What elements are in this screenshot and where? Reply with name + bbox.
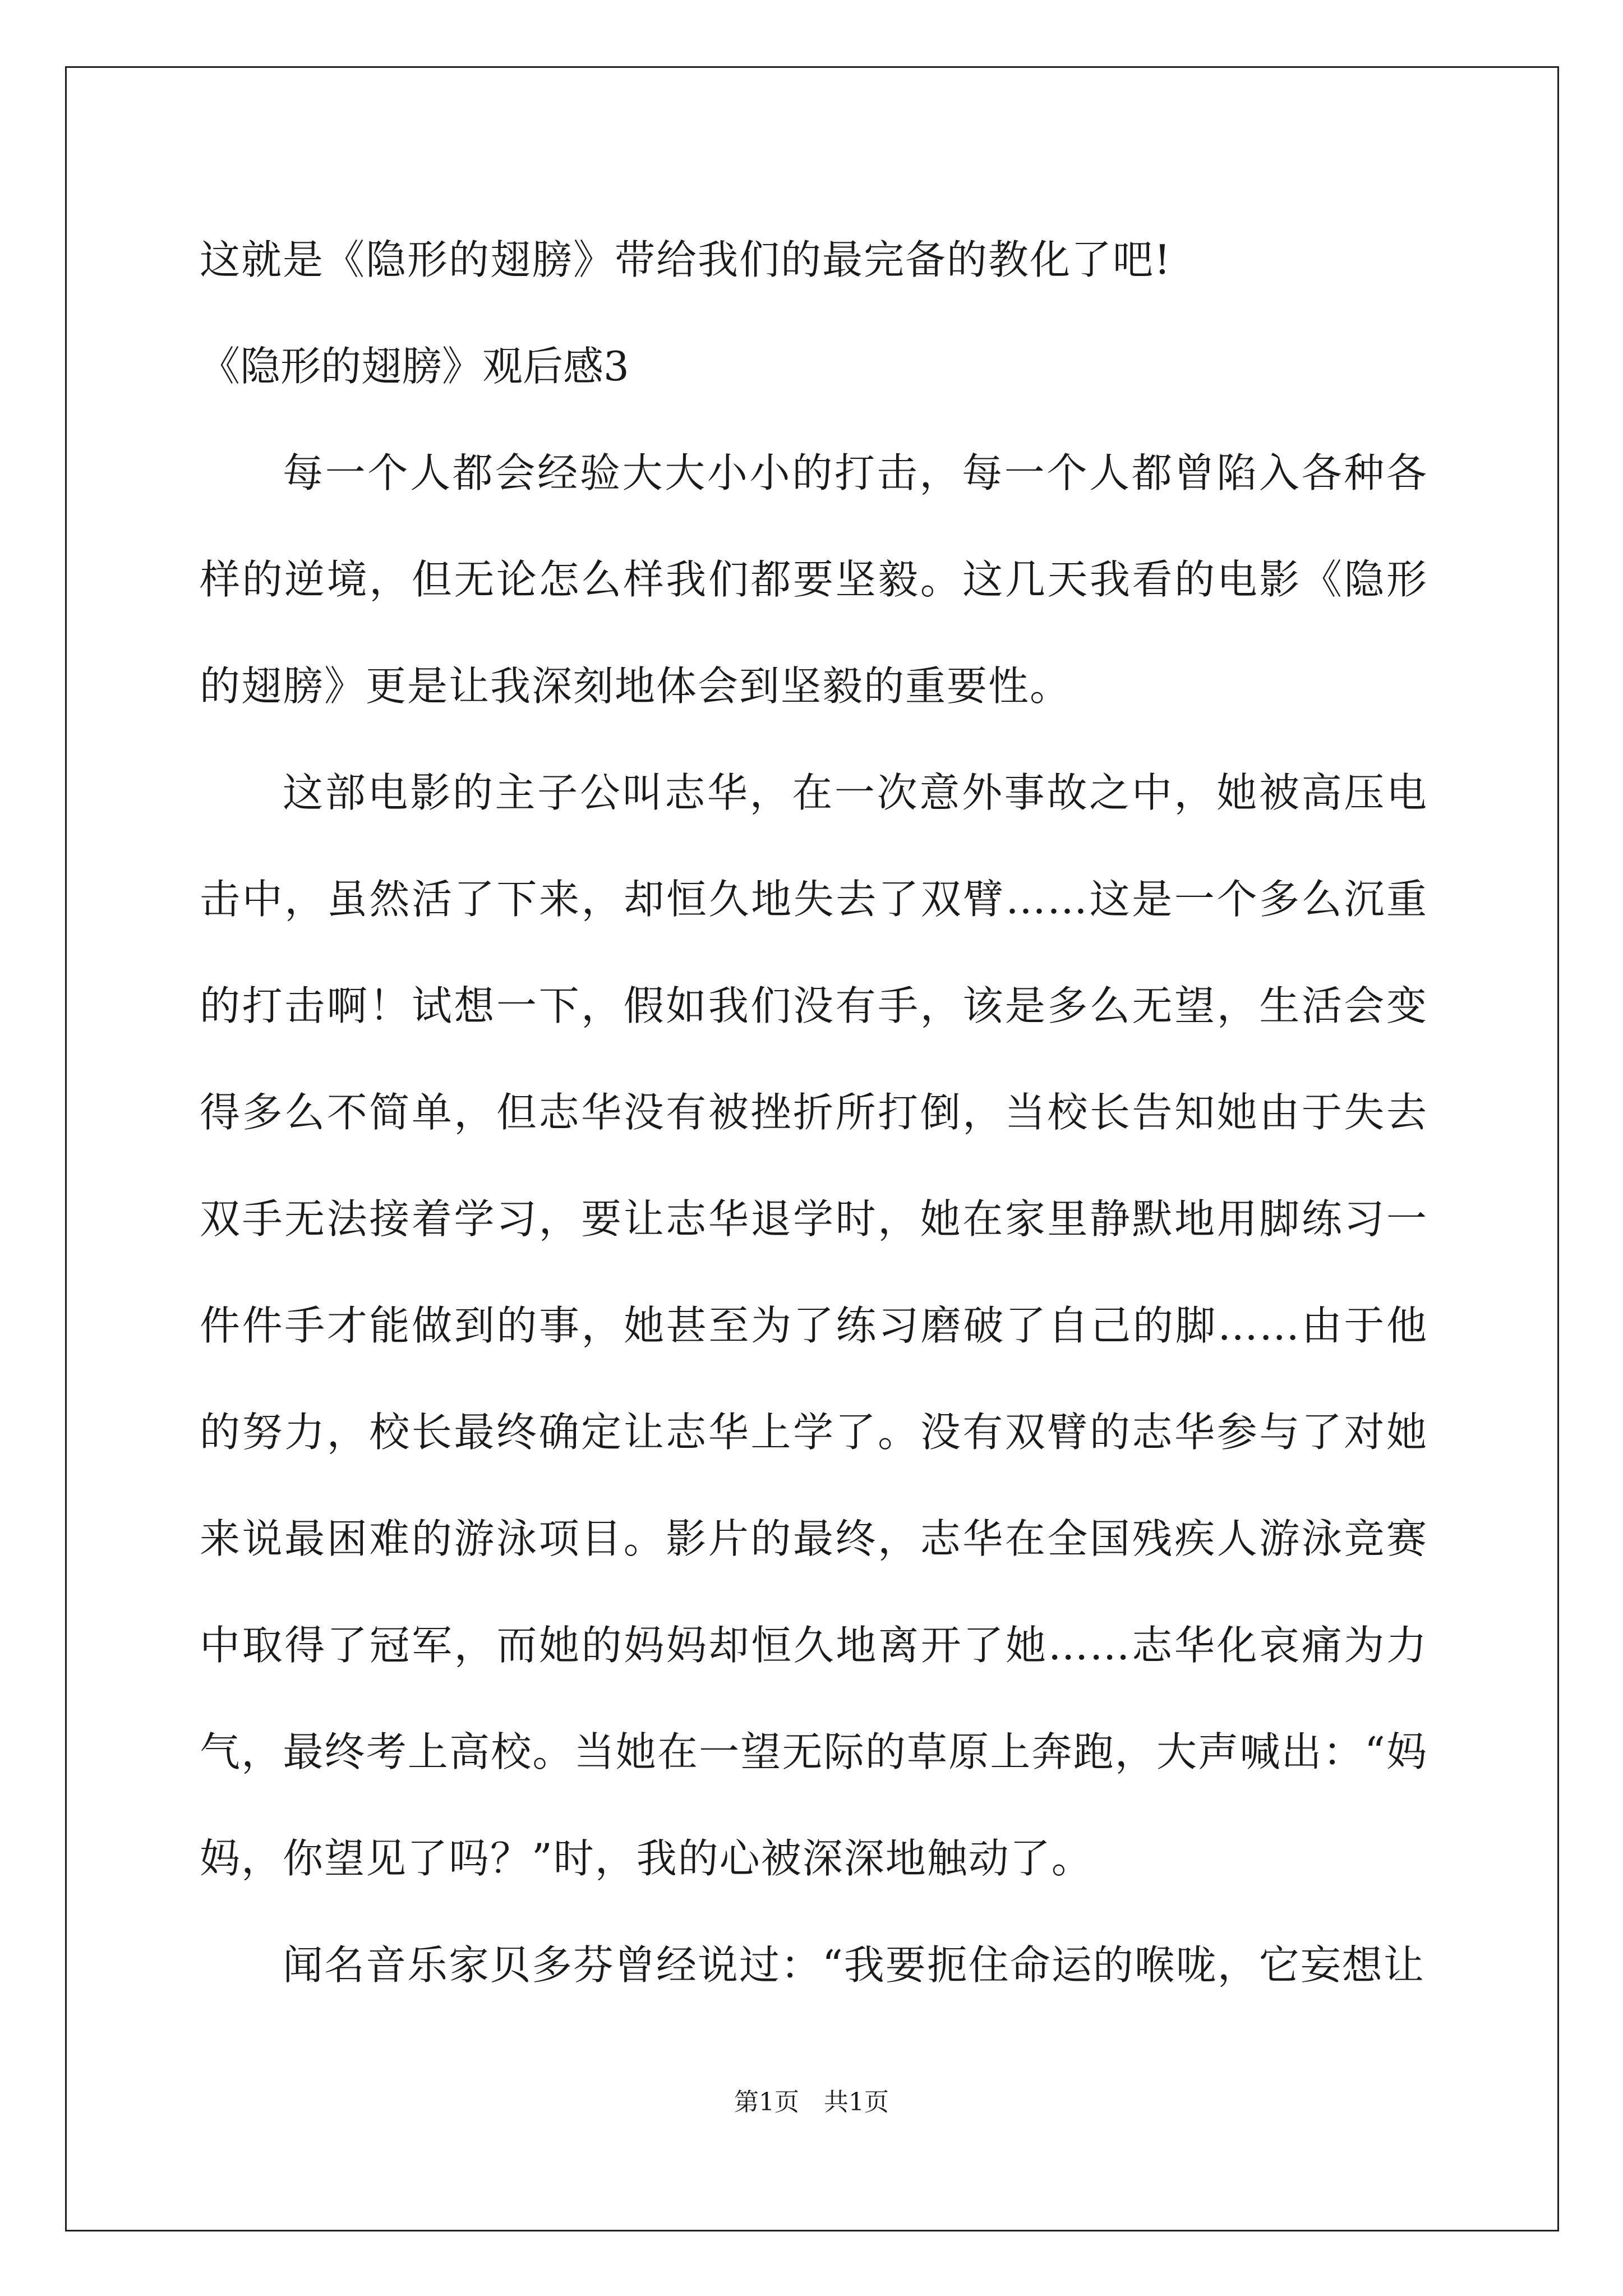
essay-title: 《隐形的翅膀》观后感3 [200, 343, 629, 390]
document-body [200, 206, 1428, 2018]
page-footer: 第1页 共1页 [734, 2088, 889, 2116]
paragraph-3: 闻名音乐家贝多芬曾经说过：“我要扼住命运的喉咙，它妄想让 [283, 1941, 1425, 1989]
paragraph-1: 每一个人都会经验大大小小的打击，每一个人都曾陷入各种各样的逆境，但无论怎么样我们都要坚毅。这几天我看的电影《隐形的翅膀》更是让我深刻地体会到坚毅的重要性。 [200, 449, 1428, 710]
paragraph-2: 这部电影的主子公叫志华，在一次意外事故之中，她被高压电击中，虽然活了下来，却恒久地失去了双臂……这是一个多么沉重的打击啊！试想一下，假如我们没有手，该是多么无望，生活会变得多么不简单，但志华没有被挫折所打倒，当校长告知她由于失去双手无法接着学习，要让志华退学时，她在家里静默地用脚练习一件件手才能做到的事，她甚至为了练习磨破了自己的脚……由于他的努力，校长最终确定让志华上学了。没有双臂的志华参与了对她来说最困难的游泳项目。影片的最终，志华在全国残疾人游泳竞赛中取得了冠军，而她的妈妈却恒久地离开了她……志华化哀痛为力气，最终考上高校。当她在一望无际的草原上奔跑，大声喊出：“妈妈，你望见了吗？”时，我的心被深深地触动了。 [200, 769, 1428, 1882]
intro-line: 这就是《隐形的翅膀》带给我们的最完备的教化了吧! [200, 236, 1172, 283]
